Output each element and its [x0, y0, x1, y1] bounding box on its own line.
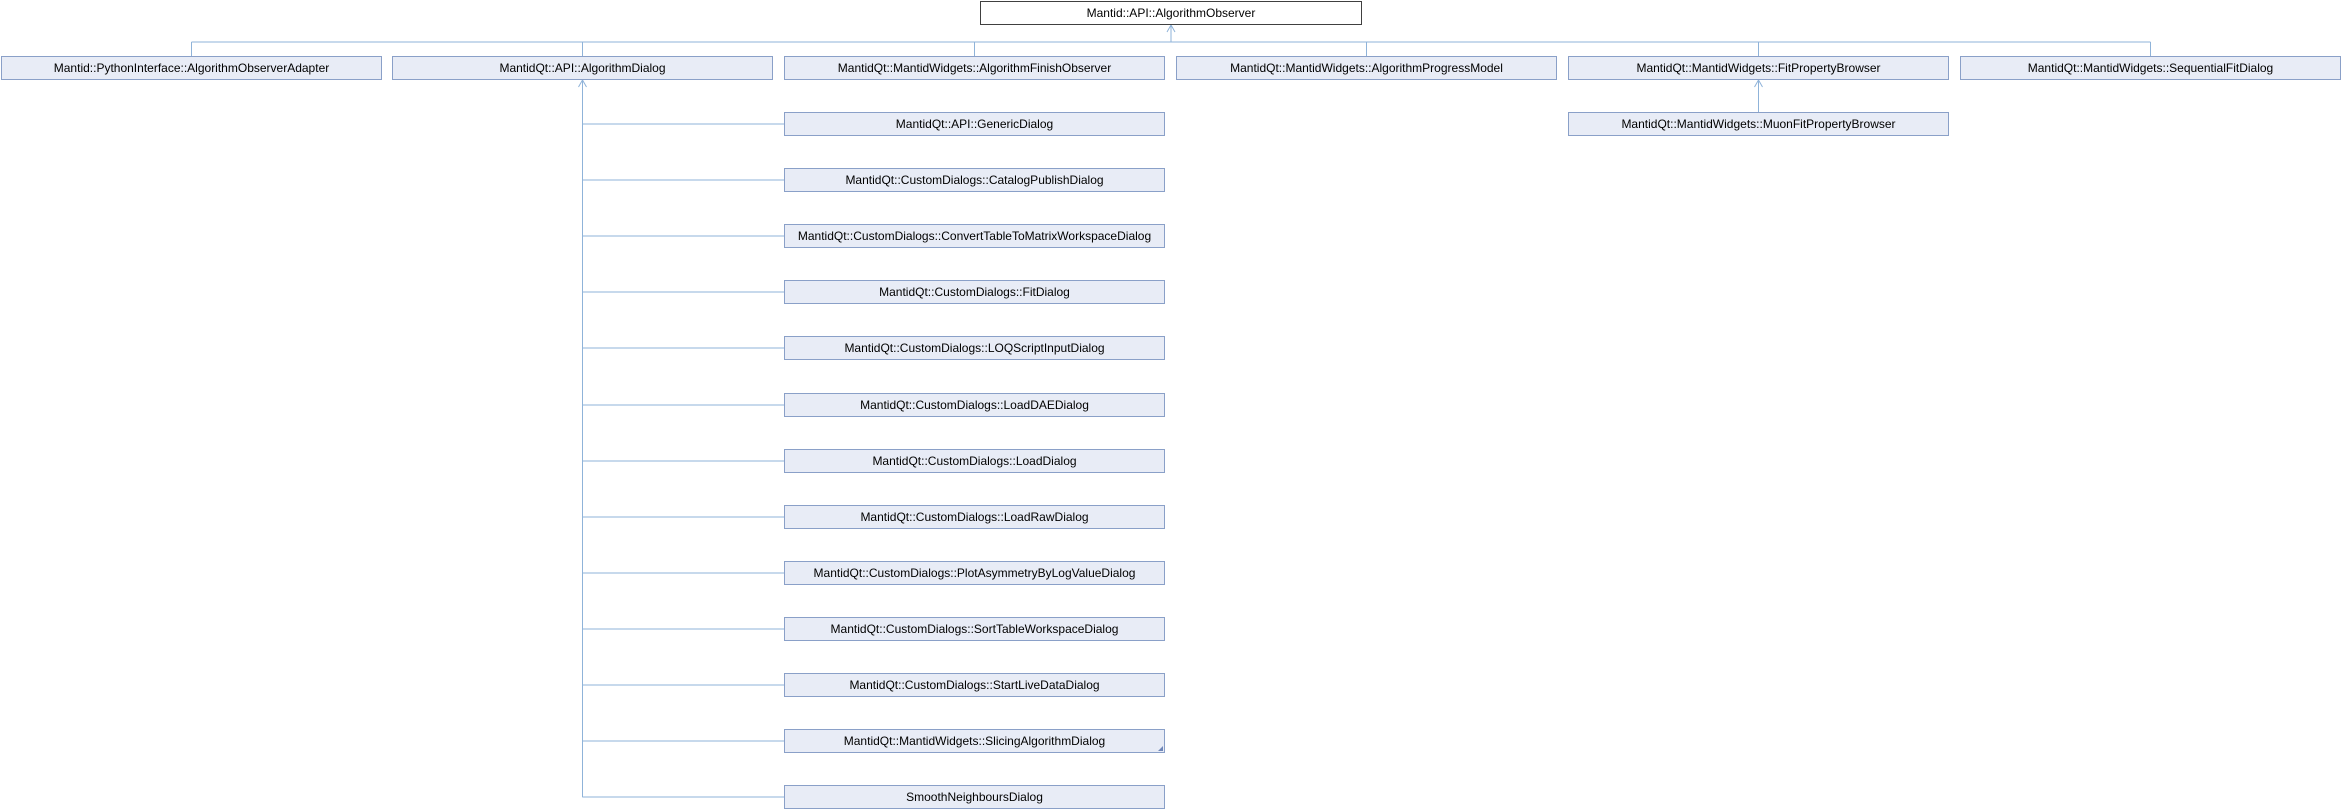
node-child-5[interactable]: [1960, 56, 2341, 80]
node-dialog-7[interactable]: [784, 505, 1165, 529]
class-label: MantidQt::MantidWidgets::SlicingAlgorithmDialog: [843, 734, 1106, 748]
node-dialog-6[interactable]: [784, 449, 1165, 473]
has-more-children-icon: [1158, 746, 1163, 751]
class-label: MantidQt::API::AlgorithmDialog: [499, 61, 666, 75]
node-dialog-10[interactable]: [784, 673, 1165, 697]
class-label: MantidQt::CustomDialogs::LoadRawDialog: [860, 510, 1089, 524]
node-dialog-9[interactable]: [784, 617, 1165, 641]
node-child-2[interactable]: [784, 56, 1165, 80]
node-dialog-2[interactable]: [784, 224, 1165, 248]
class-label: MantidQt::CustomDialogs::LoadDialog: [872, 454, 1077, 468]
class-label: MantidQt::MantidWidgets::AlgorithmProgressModel: [1230, 61, 1503, 75]
class-label: MantidQt::MantidWidgets::MuonFitPropertyBrowser: [1621, 117, 1896, 131]
node-dialog-12[interactable]: [784, 785, 1165, 809]
node-dialog-1[interactable]: [784, 168, 1165, 192]
class-label: MantidQt::CustomDialogs::LoadDAEDialog: [860, 398, 1089, 412]
class-label: MantidQt::CustomDialogs::ConvertTableToMatrixWorkspaceDialog: [797, 229, 1152, 243]
class-label: MantidQt::MantidWidgets::FitPropertyBrowser: [1636, 61, 1881, 75]
class-label: SmoothNeighboursDialog: [906, 790, 1043, 804]
node-child-4[interactable]: [1568, 56, 1949, 80]
class-label: MantidQt::MantidWidgets::AlgorithmFinishObserver: [837, 61, 1112, 75]
node-child-1[interactable]: [392, 56, 773, 80]
class-label: MantidQt::CustomDialogs::CatalogPublishDialog: [845, 173, 1104, 187]
class-label: Mantid::API::AlgorithmObserver: [1086, 6, 1256, 20]
class-label: Mantid::PythonInterface::AlgorithmObserverAdapter: [53, 61, 330, 75]
node-dialog-5[interactable]: [784, 393, 1165, 417]
class-label: MantidQt::CustomDialogs::FitDialog: [879, 285, 1070, 299]
node-child-0[interactable]: [1, 56, 382, 80]
node-dialog-11[interactable]: [784, 729, 1165, 753]
class-label: MantidQt::CustomDialogs::SortTableWorkspaceDialog: [830, 622, 1119, 636]
node-child-3[interactable]: [1176, 56, 1557, 80]
class-label: MantidQt::API::GenericDialog: [895, 117, 1054, 131]
class-label: MantidQt::MantidWidgets::SequentialFitDialog: [2027, 61, 2274, 75]
node-dialog-0[interactable]: [784, 112, 1165, 136]
node-dialog-4[interactable]: [784, 336, 1165, 360]
class-label: MantidQt::CustomDialogs::StartLiveDataDialog: [849, 678, 1100, 692]
class-label: MantidQt::CustomDialogs::PlotAsymmetryByLogValueDialog: [813, 566, 1136, 580]
node-dialog-3[interactable]: [784, 280, 1165, 304]
class-label: MantidQt::CustomDialogs::LOQScriptInputDialog: [844, 341, 1105, 355]
node-muon-fit-property-browser[interactable]: [1568, 112, 1949, 136]
node-dialog-8[interactable]: [784, 561, 1165, 585]
node-algorithm-observer[interactable]: [980, 1, 1362, 25]
